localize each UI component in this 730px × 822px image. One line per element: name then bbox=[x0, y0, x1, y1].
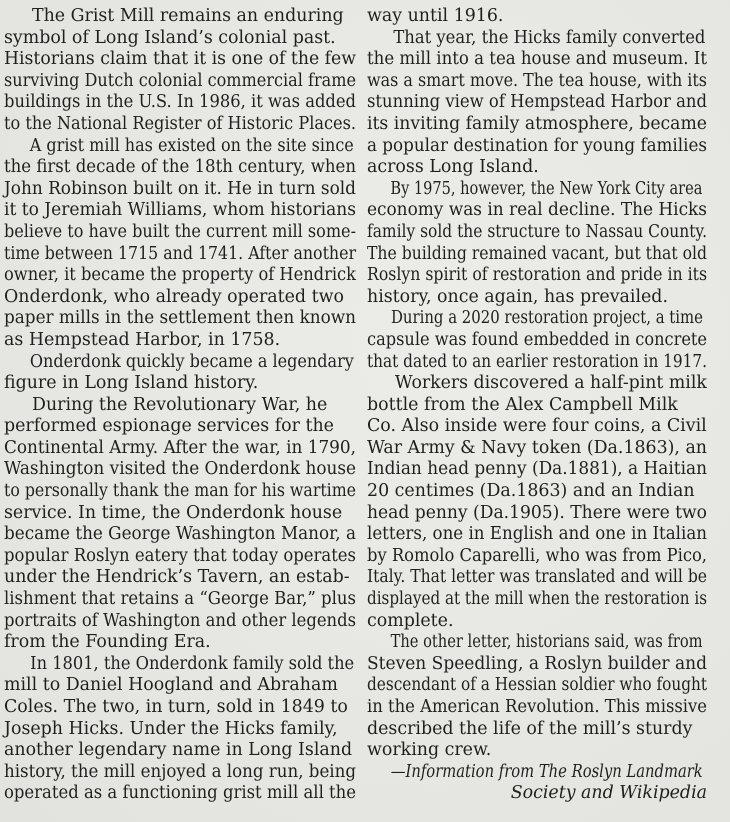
right-column-text-line: the mill into a tea house and museum. It bbox=[367, 49, 707, 70]
left-column-text-line: A grist mill has existed on the site since bbox=[29, 135, 354, 156]
left-column-text-line: Onderdonk quickly became a legendary bbox=[29, 351, 354, 372]
left-column-text-line: popular Roslyn eatery that today operates bbox=[4, 545, 356, 566]
source-credit-line-1: —Information from The Roslyn Landmark bbox=[390, 761, 703, 782]
left-column-text-line: as Hempstead Harbor, in 1758. bbox=[4, 329, 281, 350]
right-column-text-line: way until 1916. bbox=[367, 6, 504, 26]
right-column-text-line: economy was in real decline. The Hicks bbox=[367, 200, 707, 221]
left-column-text-line: it to Jeremiah Williams, whom historians bbox=[4, 200, 356, 221]
left-column-text-line: buildings in the U.S. In 1986, it was added bbox=[4, 92, 356, 113]
left-column-text-line: Continental Army. After the war, in 1790, bbox=[4, 437, 356, 458]
left-column-text-line: John Robinson built on it. He in turn sold bbox=[4, 178, 356, 199]
left-column-text-line: figure in Long Island history. bbox=[4, 373, 259, 394]
right-column-text-line: its inviting family atmosphere, became bbox=[367, 113, 707, 134]
right-column-text-line: by Romolo Caparelli, who was from Pico, bbox=[367, 545, 707, 566]
right-column-text-line: The other letter, historians said, was from bbox=[390, 632, 703, 653]
source-credit-line-2: Society and Wikipedia bbox=[510, 783, 707, 804]
right-column-text-line: During a 2020 restoration project, a time bbox=[390, 308, 703, 329]
left-column-text-line: time between 1715 and 1741. After another bbox=[4, 243, 356, 264]
right-column-text-line: was a smart move. The tea house, with its bbox=[367, 70, 707, 91]
left-column-text-line: performed espionage services for the bbox=[4, 416, 334, 437]
left-column-text-line: Historians claim that it is one of the few bbox=[4, 49, 356, 70]
right-column-text-line: head penny (Da.1905). There were two bbox=[367, 502, 707, 523]
right-column-text-line: Roslyn spirit of restoration and pride in its bbox=[367, 265, 707, 286]
right-column-text-line: bottle from the Alex Campbell Milk bbox=[367, 394, 678, 415]
right-column bbox=[367, 6, 707, 805]
right-column-text-line: family sold the structure to Nassau County. bbox=[367, 221, 707, 242]
right-column-text-line: a popular destination for young families bbox=[367, 135, 707, 156]
left-column-text-line: Joseph Hicks. Under the Hicks family, bbox=[4, 718, 338, 739]
right-column-text-line: in the American Revolution. This missive bbox=[367, 697, 707, 717]
left-column-text-line: In 1801, the Onderdonk family sold the bbox=[30, 653, 355, 674]
right-column-text-line: complete. bbox=[367, 610, 454, 631]
right-column-text-line: Italy. That letter was translated and will be bbox=[367, 567, 707, 588]
left-column bbox=[4, 6, 356, 805]
left-column-text-line: service. In time, the Onderdonk house bbox=[4, 502, 343, 523]
left-column-text-line: Washington visited the Onderdonk house bbox=[4, 459, 356, 480]
left-column-text-line: operated as a functioning grist mill all the bbox=[4, 783, 356, 804]
left-column-text-line: history, the mill enjoyed a long run, being bbox=[4, 761, 356, 782]
right-column-text-line: That year, the Hicks family converted bbox=[393, 27, 706, 48]
right-column-text-line: 20 centimes (Da.1863) and an Indian bbox=[367, 481, 695, 502]
right-column-text-line: that dated to an earlier restoration in 1917. bbox=[367, 351, 707, 372]
left-column-text-line: The Grist Mill remains an enduring bbox=[32, 6, 344, 26]
left-column-text-line: owner, it became the property of Hendrick bbox=[4, 265, 356, 286]
left-column-text-line: the first decade of the 18th century, when bbox=[4, 157, 356, 178]
right-column-text-line: The building remained vacant, but that old bbox=[367, 243, 707, 264]
left-column-text-line: mill to Daniel Hoogland and Abraham bbox=[4, 675, 338, 696]
left-column-text-line: symbol of Long Island’s colonial past. bbox=[4, 27, 336, 48]
left-column-text-line: paper mills in the settlement then known bbox=[4, 308, 356, 329]
right-column-text-line: descendant of a Hessian soldier who fought bbox=[367, 675, 707, 696]
right-column-text-line: history, once again, has prevailed. bbox=[367, 286, 668, 307]
right-column-text-line: capsule was found embedded in concrete bbox=[367, 329, 707, 350]
right-column-text-line: Workers discovered a half-pint milk bbox=[394, 373, 707, 394]
left-column-text-line: portraits of Washington and other legends bbox=[4, 610, 356, 631]
left-column-text-line: became the George Washington Manor, a bbox=[4, 524, 356, 545]
right-column-text-line: letters, one in English and one in Italian bbox=[367, 524, 707, 545]
left-column-text-line: believe to have built the current mill some- bbox=[4, 221, 356, 242]
left-column-text-line: to personally thank the man for his wartime bbox=[4, 481, 356, 502]
left-column-text-line: Onderdonk, who already operated two bbox=[4, 286, 344, 307]
right-column-text-line: Steven Speedling, a Roslyn builder and bbox=[367, 653, 707, 674]
right-column-text-line: across Long Island. bbox=[367, 157, 539, 178]
right-column-text-line: War Army & Navy token (Da.1863), an bbox=[367, 437, 707, 458]
right-column-text-line: By 1975, however, the New York City area bbox=[390, 178, 703, 199]
left-column-text-line: to the National Register of Historic Places. bbox=[4, 113, 356, 134]
left-column-text-line: under the Hendrick’s Tavern, an estab- bbox=[4, 567, 350, 588]
left-column-text-line: During the Revolutionary War, he bbox=[32, 394, 328, 415]
right-column-text-line: Indian head penny (Da.1881), a Haitian bbox=[367, 459, 707, 480]
left-column-text-line: surviving Dutch colonial commercial frame bbox=[4, 70, 356, 91]
right-column-text-line: described the life of the mill’s sturdy bbox=[367, 718, 693, 739]
left-column-text-line: another legendary name in Long Island bbox=[4, 740, 353, 761]
right-column-text-line: Co. Also inside were four coins, a Civil bbox=[367, 416, 707, 437]
right-column-text-line: working crew. bbox=[367, 740, 492, 761]
left-column-text-line: from the Founding Era. bbox=[4, 632, 211, 653]
right-column-text-line: displayed at the mill when the restoration is bbox=[367, 589, 707, 610]
left-column-text-line: Coles. The two, in turn, sold in 1849 to bbox=[4, 697, 348, 717]
right-column-text-line: stunning view of Hempstead Harbor and bbox=[367, 92, 707, 113]
left-column-text-line: lishment that retains a “George Bar,” plus bbox=[4, 589, 356, 610]
